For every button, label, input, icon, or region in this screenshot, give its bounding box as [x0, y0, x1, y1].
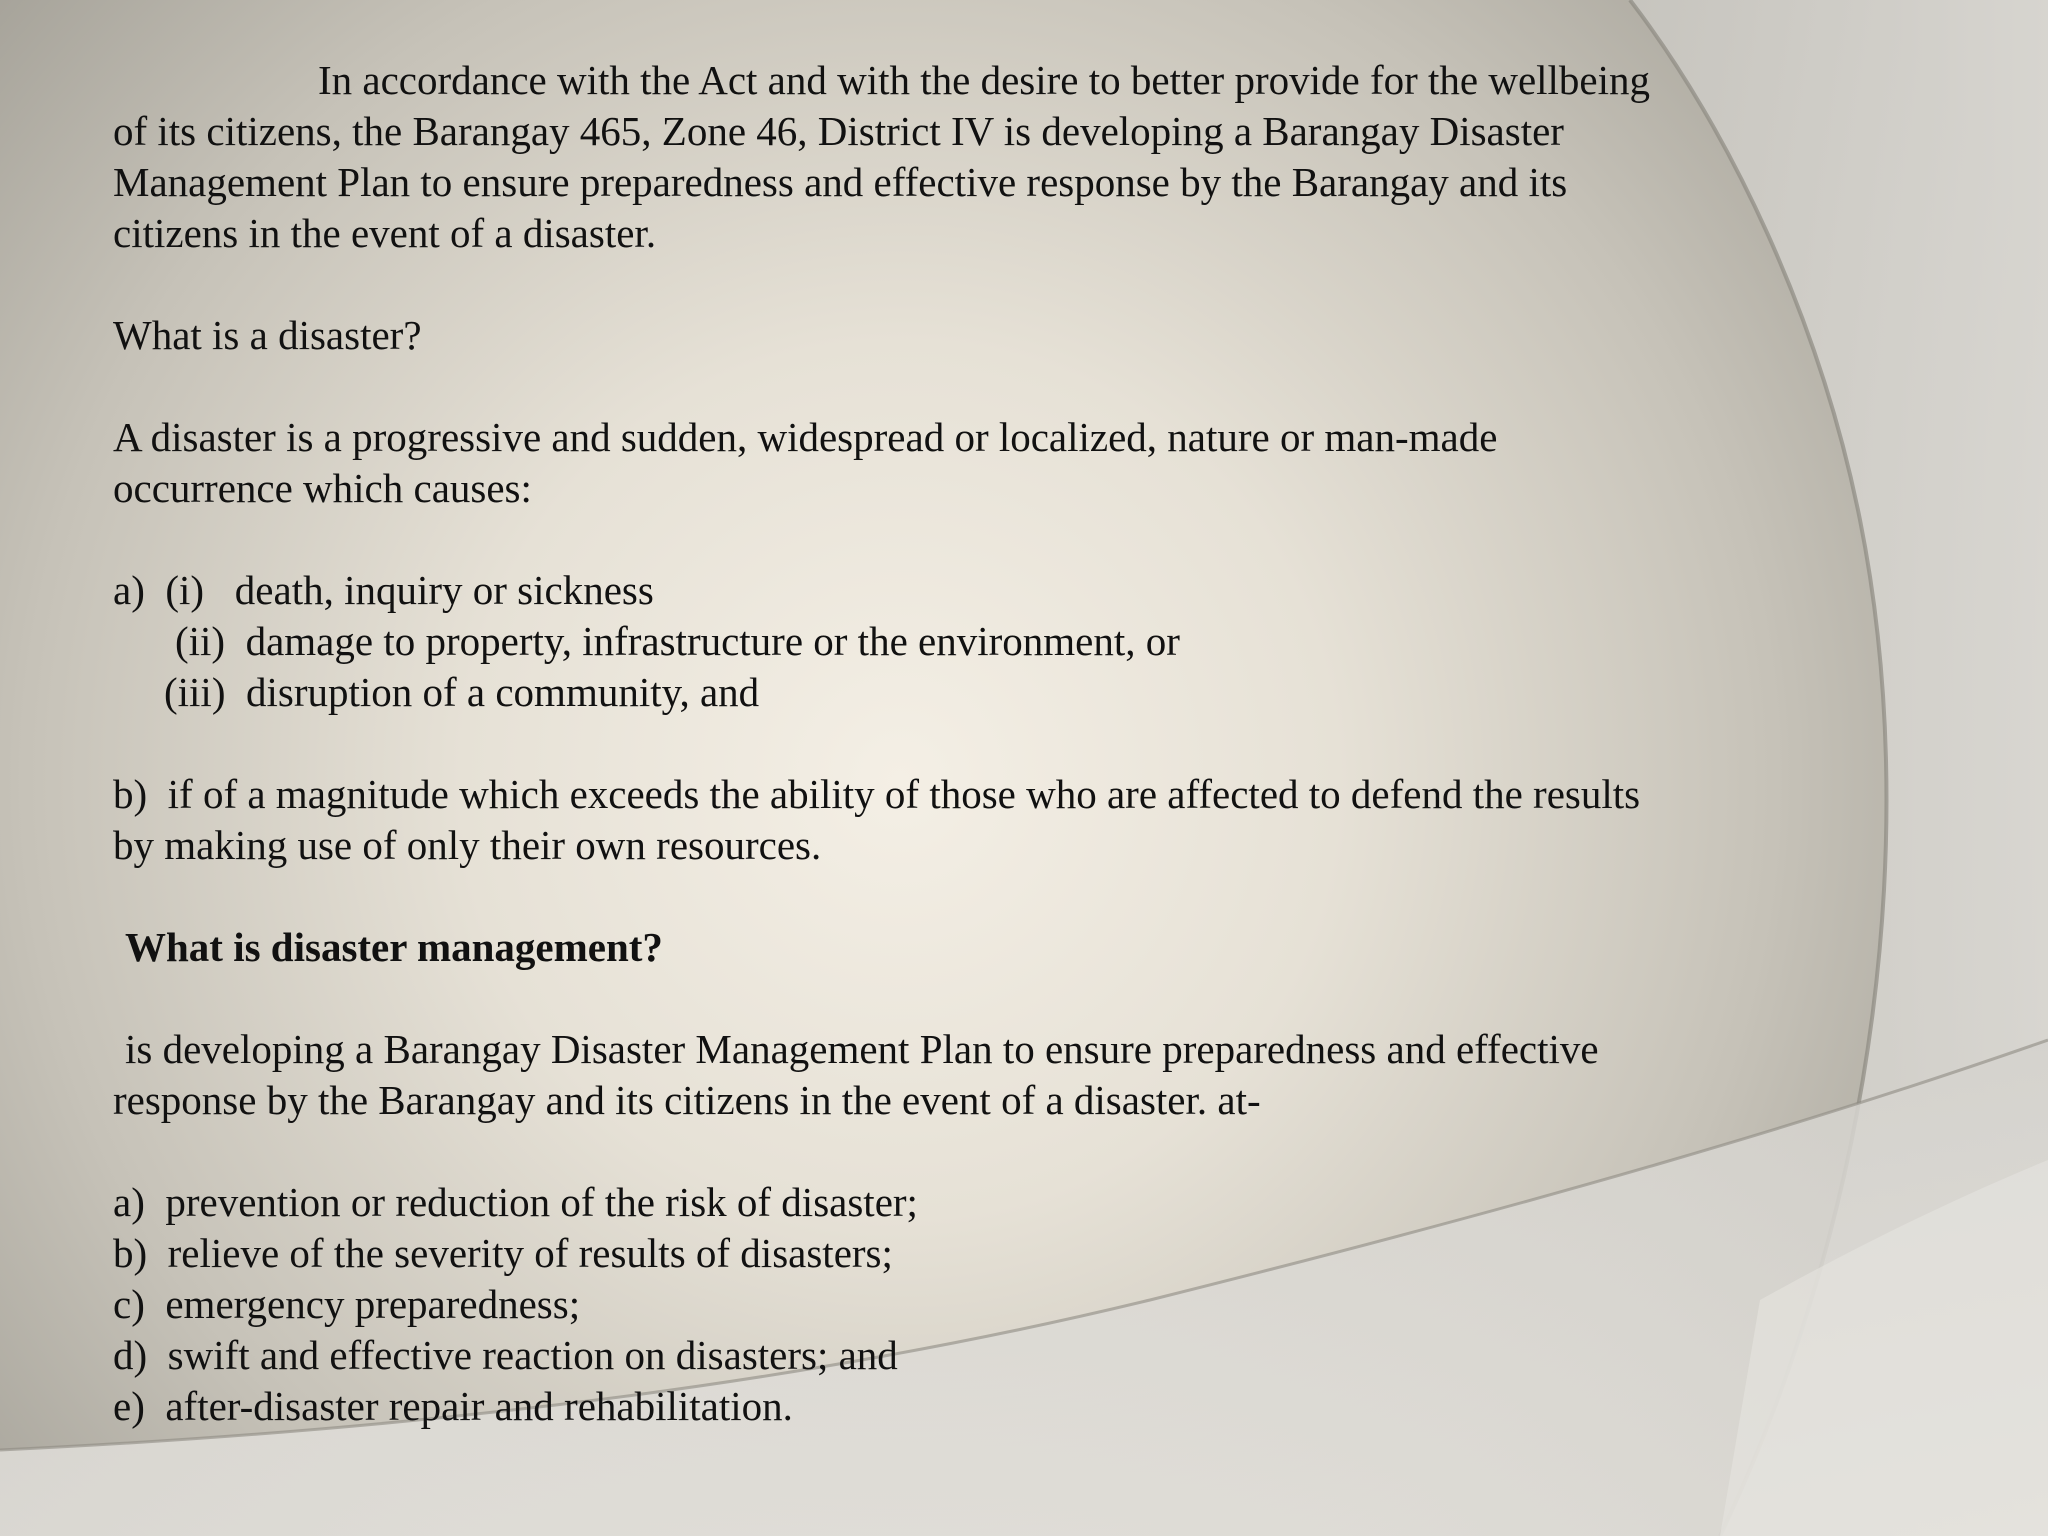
- spacer: [113, 259, 1753, 310]
- spacer: [113, 718, 1753, 769]
- spacer: [113, 871, 1753, 922]
- intro-line: of its citizens, the Barangay 465, Zone 46, District IV is developing a Barangay Disaster: [113, 108, 1564, 154]
- spacer: [113, 973, 1753, 1024]
- question-disaster-management: What is disaster management?: [125, 924, 663, 970]
- slide-body: [113, 55, 1753, 1432]
- intro-line: In accordance with the Act and with the desire to better provide for the wellbeing: [318, 57, 1651, 103]
- management-line: response by the Barangay and its citizens in the event of a disaster. at-: [113, 1077, 1261, 1123]
- cause-item-iii: (iii) disruption of a community, and: [164, 669, 760, 715]
- cause-item-ii: (ii) damage to property, infrastructure or the environment, or: [175, 618, 1180, 664]
- management-list-item: c) emergency preparedness;: [113, 1281, 581, 1327]
- definition-line: A disaster is a progressive and sudden, widespread or localized, nature or man-made: [113, 414, 1498, 460]
- management-list-item: a) prevention or reduction of the risk of disaster;: [113, 1179, 918, 1225]
- intro-line: Management Plan to ensure preparedness and effective response by the Barangay and its: [113, 159, 1568, 205]
- question-disaster: What is a disaster?: [113, 312, 422, 358]
- management-list-item: d) swift and effective reaction on disasters; and: [113, 1332, 898, 1378]
- spacer: [113, 514, 1753, 565]
- management-line: is developing a Barangay Disaster Management Plan to ensure preparedness and effective: [125, 1026, 1599, 1072]
- definition-line: occurrence which causes:: [113, 465, 532, 511]
- spacer: [113, 361, 1753, 412]
- spacer: [113, 1126, 1753, 1177]
- intro-line: citizens in the event of a disaster.: [113, 210, 657, 256]
- management-list-item: b) relieve of the severity of results of disasters;: [113, 1230, 893, 1276]
- cause-item-i: a) (i) death, inquiry or sickness: [113, 567, 654, 613]
- item-b-line: by making use of only their own resources.: [113, 822, 822, 868]
- item-b-line: b) if of a magnitude which exceeds the ability of those who are affected to defend the results: [113, 771, 1641, 817]
- management-list-item: e) after-disaster repair and rehabilitation.: [113, 1383, 793, 1429]
